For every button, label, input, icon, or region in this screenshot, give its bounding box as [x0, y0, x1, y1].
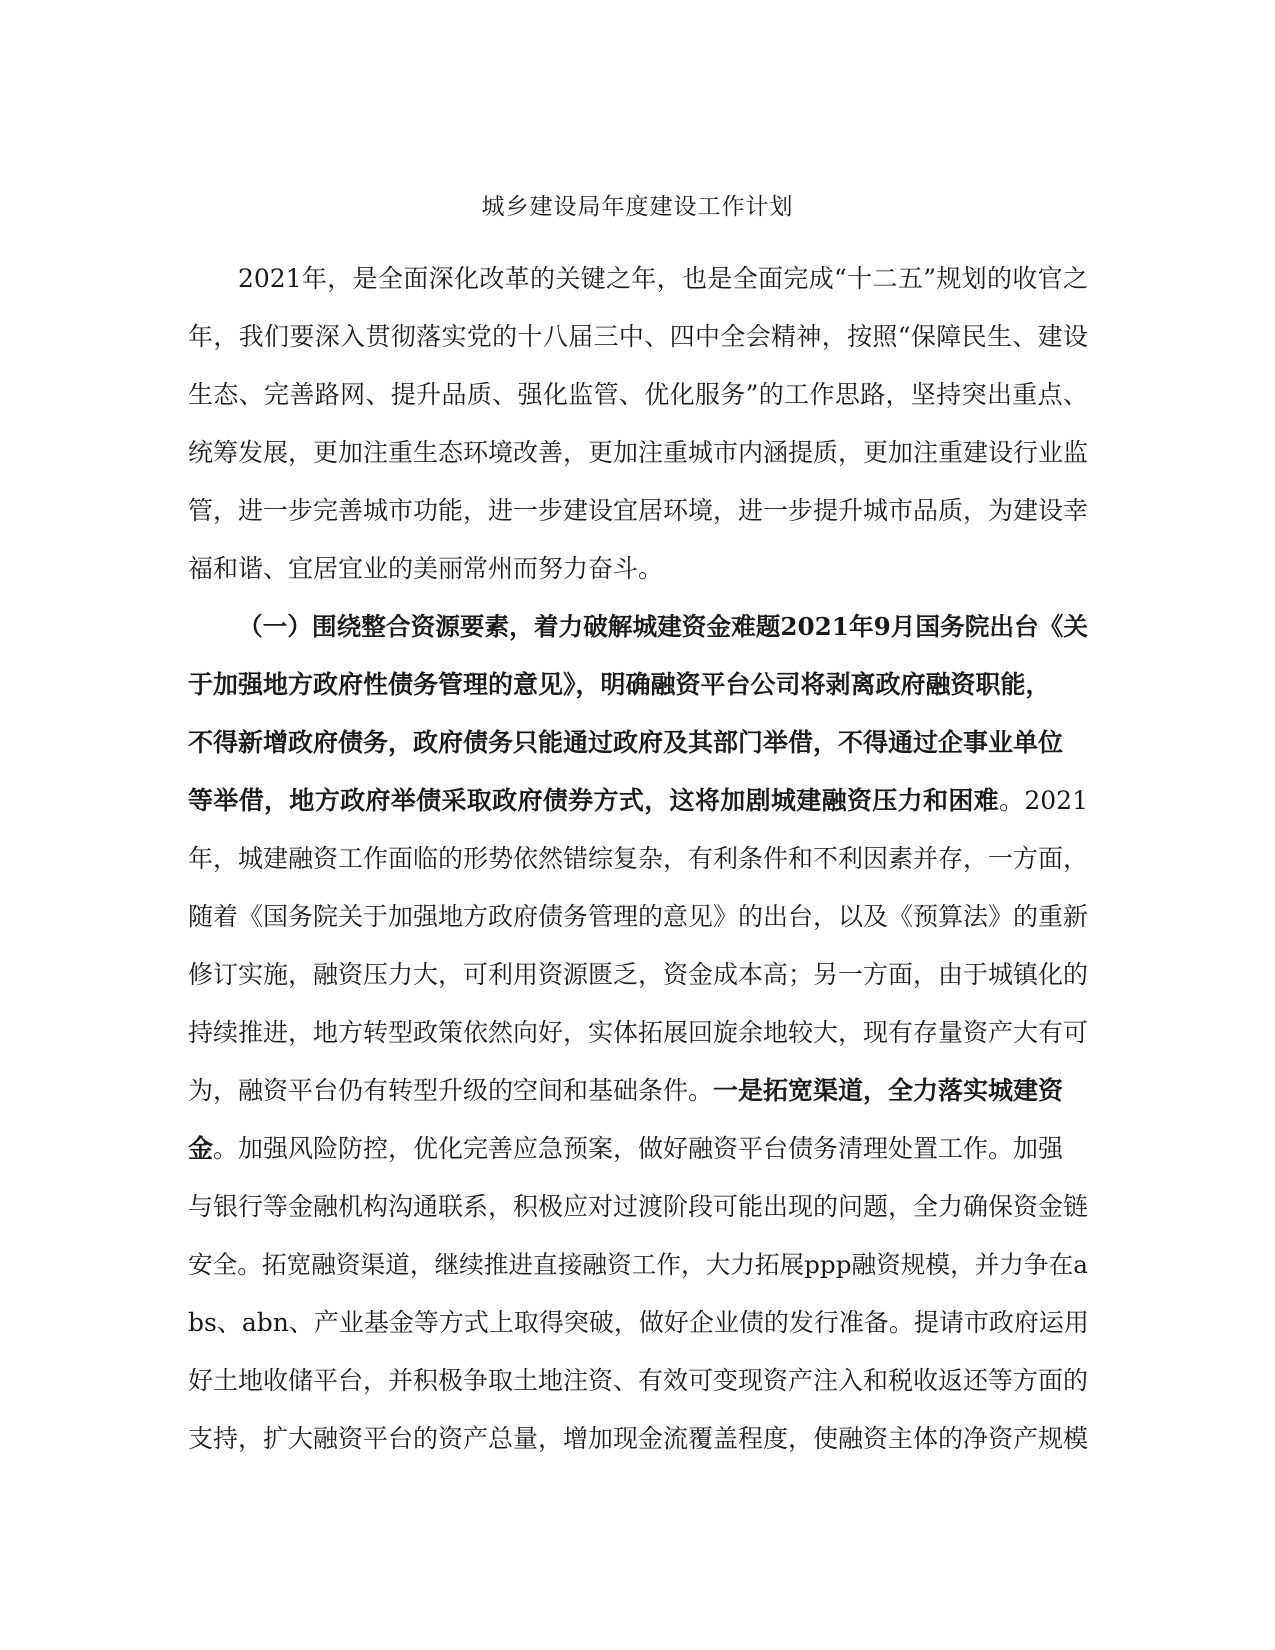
paragraph-2-line-13: 修订实施，融资压力大，可利用资源匮乏，资金成本高；另一方面，由于城镇化的	[188, 960, 1089, 989]
paragraph-1-line-3: 生态、完善路网、提升品质、强化监管、优化服务”的工作思路，坚持突出重点、	[188, 380, 1088, 409]
bold-run: 金	[188, 1134, 214, 1163]
paragraph-2-line-16	[188, 1134, 1088, 1192]
normal-run: 。2021	[999, 786, 1088, 815]
paragraph-2-line-21: 支持，扩大融资平台的资产总量，增加现金流覆盖程度，使融资主体的净资产规模	[188, 1424, 1089, 1453]
section-heading-line-3: 不得新增政府债务，政府债务只能通过政府及其部门举借，不得通过企事业单位	[188, 728, 1064, 757]
normal-run: 为，融资平台仍有转型升级的空间和基础条件。	[188, 1076, 714, 1105]
paragraph-2-line-11: 年，城建融资工作面临的形势依然错综复杂，有利条件和不利因素并存，一方面，	[188, 844, 1089, 873]
bold-run: 一是拓宽渠道，全力落实城建资	[713, 1076, 1064, 1105]
normal-run: 。加强风险防控，优化完善应急预案，做好融资平台债务清理处置工作。加强	[213, 1134, 1064, 1163]
paragraph-2-line-17: 与银行等金融机构沟通联系，积极应对过渡阶段可能出现的问题，全力确保资金链	[188, 1192, 1089, 1221]
document-title: 城乡建设局年度建设工作计划	[481, 194, 794, 220]
paragraph-2-line-19: bs、abn、产业基金等方式上取得突破，做好企业债的发行准备。提请市政府运用	[188, 1308, 1089, 1337]
paragraph-2-line-14: 持续推进，地方转型政策依然向好，实体拓展回旋余地较大，现有存量资产大有可	[188, 1018, 1089, 1047]
section-heading-line-1: （一）围绕整合资源要素，着力破解城建资金难题2021年9月国务院出台《关	[238, 612, 1088, 641]
section-heading-line-2: 于加强地方政府性债务管理的意见》，明确融资平台公司将剥离政府融资职能，	[188, 670, 1051, 699]
bold-run: 等举借，地方政府举债采取政府债券方式，这将加剧城建融资压力和困难	[188, 786, 1000, 815]
paragraph-2-line-15	[188, 1076, 1088, 1134]
document-body	[188, 264, 1088, 1482]
paragraph-2-line-10	[188, 786, 1088, 844]
paragraph-1-line-1: 2021年，是全面深化改革的关键之年，也是全面完成“十二五”规划的收官之	[238, 264, 1088, 293]
paragraph-1-line-2: 年，我们要深入贯彻落实党的十八届三中、四中全会精神，按照“保障民生、建设	[188, 322, 1088, 351]
paragraph-2-line-12: 随着《国务院关于加强地方政府债务管理的意见》的出台，以及《预算法》的重新	[188, 902, 1089, 931]
paragraph-1-line-4: 统筹发展，更加注重生态环境改善，更加注重城市内涵提质，更加注重建设行业监	[188, 438, 1089, 467]
paragraph-1-line-5: 管，进一步完善城市功能，进一步建设宜居环境，进一步提升城市品质，为建设幸	[188, 496, 1089, 525]
paragraph-2-line-20: 好土地收储平台，并积极争取土地注资、有效可变现资产注入和税收返还等方面的	[188, 1366, 1089, 1395]
paragraph-1-line-6: 福和谐、宜居宜业的美丽常州而努力奋斗。	[188, 554, 664, 583]
paragraph-2-line-18: 安全。拓宽融资渠道，继续推进直接融资工作，大力拓展ppp融资规模，并力争在a	[188, 1250, 1088, 1279]
